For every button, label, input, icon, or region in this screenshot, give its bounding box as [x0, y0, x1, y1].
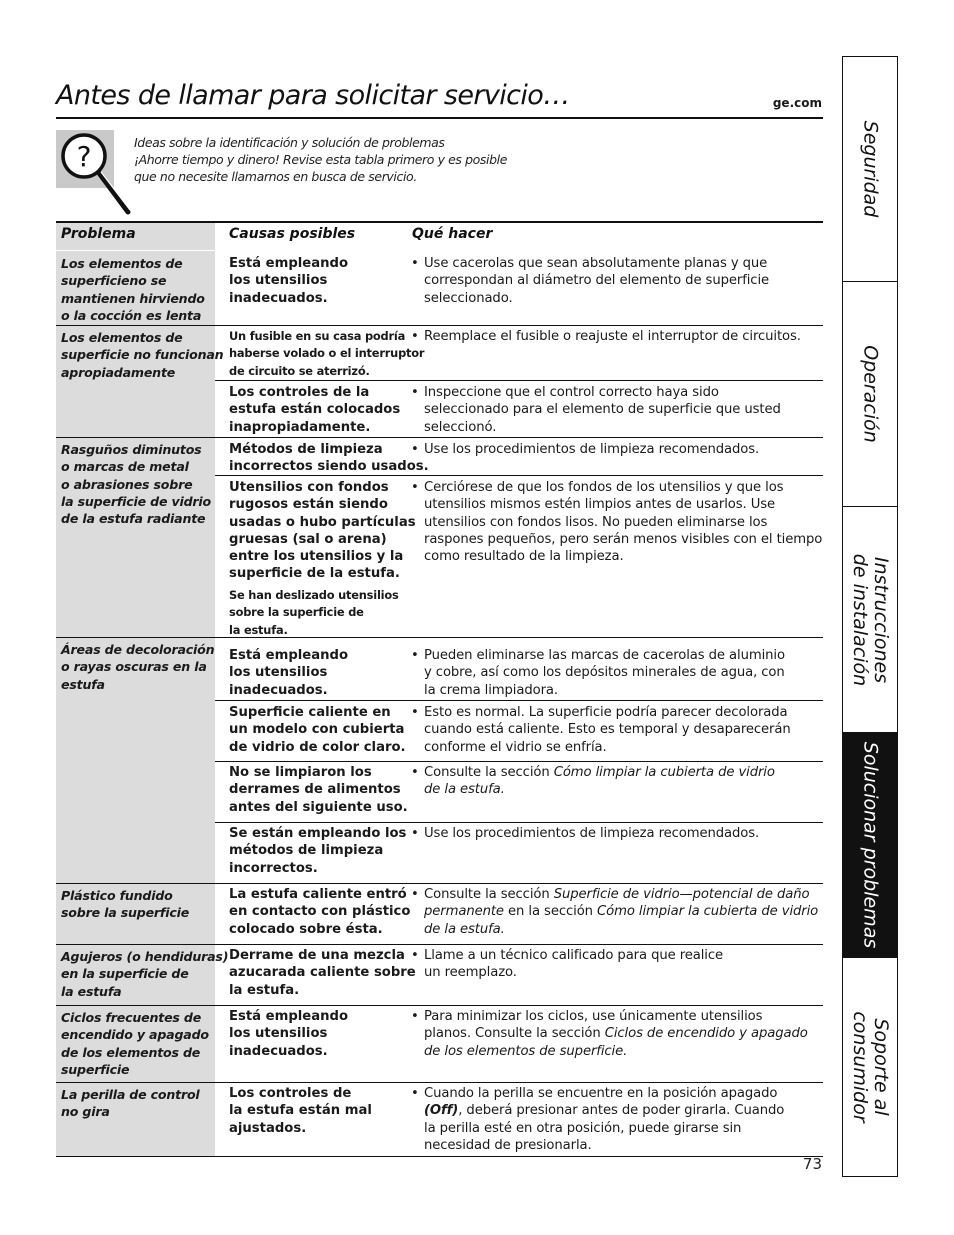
action-text — [411, 441, 821, 458]
bullet-icon: • — [411, 948, 419, 963]
svg-text:?: ? — [76, 140, 92, 173]
action-text — [411, 1008, 821, 1060]
text-line: la estufa. — [229, 622, 288, 637]
cause-cell — [229, 587, 411, 639]
bullet-icon: • — [411, 1009, 419, 1024]
cause-cell — [229, 947, 416, 999]
text-line: azucarada caliente sobre — [229, 965, 416, 981]
text-line: Cuando la perilla se encuentre en la posición apagado — [424, 1086, 778, 1101]
text-line: de los elementos de — [61, 1044, 201, 1060]
problem-cell — [61, 1086, 213, 1121]
text-line: o la cocción es lenta — [61, 307, 202, 323]
action-text — [411, 704, 821, 756]
problem-cell — [61, 887, 213, 922]
text-line: los utensilios — [229, 1026, 328, 1042]
action-cell — [411, 1085, 821, 1154]
cause-cell — [229, 384, 411, 436]
text-line: encendido y apagado — [61, 1027, 209, 1043]
tab-label: Solucionar problemas — [859, 741, 882, 949]
text-line: en la superficie de — [61, 966, 189, 982]
action-cell — [411, 441, 821, 458]
text-line: superficieno se — [61, 273, 167, 289]
text-line: incorrectos. — [229, 860, 318, 876]
text-line: necesidad de presionarla. — [424, 1137, 592, 1153]
text-line: usadas o hubo partículas — [229, 514, 416, 530]
problem-header: Problema — [61, 226, 136, 242]
text-line: de vidrio de color claro. — [229, 739, 406, 755]
text-line: de la estufa. — [424, 921, 505, 937]
sub-row-divider — [215, 761, 823, 762]
problem-cell — [61, 948, 229, 1000]
action-text — [411, 479, 821, 565]
action-text — [411, 328, 821, 345]
problem-cell — [61, 1009, 213, 1078]
text-line: Está empleando — [229, 648, 349, 663]
bullet-icon: • — [411, 442, 419, 457]
text-line: raspones pequeños, pero serán menos visibles con el tiempo — [424, 531, 823, 547]
text-line: seleccionado. — [424, 290, 513, 306]
tab-label-line: consumidor — [849, 1011, 871, 1123]
causes-header: Causas posibles — [229, 226, 356, 242]
tab-label: Operación — [859, 345, 882, 443]
text-line: Agujeros (o hendiduras) — [61, 949, 229, 964]
text-line: gruesas (sal o arena) — [229, 531, 387, 547]
sub-row-divider — [215, 822, 823, 823]
action-text — [411, 947, 821, 982]
tab-label — [849, 1011, 891, 1122]
website-label: ge.com — [772, 96, 822, 110]
tab-solucionar-problemas[interactable] — [843, 733, 897, 958]
text-line: no gira — [61, 1104, 110, 1120]
tab-seguridad[interactable] — [843, 57, 897, 282]
text-line: (Off), deberá presionar antes de poder girarla. Cuando — [424, 1103, 785, 1119]
tab-label-line: Soporte al — [870, 1018, 892, 1116]
tab-instrucciones-de-instalacion[interactable] — [843, 507, 897, 733]
text-line: Plástico fundido — [61, 888, 173, 903]
text-line: colocado sobre ésta. — [229, 921, 383, 937]
text-line: haberse volado o el interruptor — [229, 346, 425, 361]
tab-label: Seguridad — [859, 120, 882, 218]
text-line: incorrectos siendo usados. — [229, 459, 429, 475]
text-line: Cerciórese de que los fondos de los utensilios y que los — [424, 480, 784, 495]
text-line: Esto es normal. La superficie podría parecer decolorada — [424, 705, 788, 720]
text-line: derrames de alimentos — [229, 782, 401, 798]
action-text — [411, 1085, 821, 1154]
text-line: la estufa. — [229, 982, 300, 998]
cause-cell — [229, 1085, 411, 1137]
tab-label-line: Instrucciones — [870, 556, 892, 683]
action-text — [411, 647, 821, 699]
text-line: Pueden eliminarse las marcas de cacerolas de aluminio — [424, 648, 785, 663]
action-text — [411, 255, 821, 307]
row-divider — [56, 1156, 823, 1157]
action-text — [411, 384, 821, 436]
bullet-icon: • — [411, 705, 419, 720]
text-line: la crema limpiadora. — [424, 682, 558, 698]
text-line: o marcas de metal — [61, 459, 189, 475]
text-line: o abrasiones sobre — [61, 476, 193, 492]
text-line: de la estufa. — [424, 782, 505, 798]
bullet-icon: • — [411, 1086, 419, 1101]
text-line: conforme el vidrio se enfría. — [424, 739, 607, 755]
intro-text — [134, 134, 554, 185]
text-line: cuando está caliente. Esto es temporal y desaparecerán — [424, 722, 791, 738]
text-line: Use cacerolas que sean absolutamente planas y que — [424, 256, 768, 271]
problem-cell — [61, 255, 213, 324]
text-line: rugosos están siendo — [229, 497, 388, 513]
bullet-icon: • — [411, 765, 419, 780]
bullet-icon: • — [411, 826, 419, 841]
bullet-icon: • — [411, 480, 419, 495]
row-divider — [56, 1082, 823, 1083]
text-line: Los elementos de — [61, 330, 183, 345]
text-line: La estufa caliente entró — [229, 887, 407, 902]
text-line: Los controles de la — [229, 385, 370, 400]
text-line: Ciclos frecuentes de — [61, 1010, 202, 1025]
text-line: la estufa — [61, 983, 122, 999]
text-line: mantienen hirviendo — [61, 290, 205, 306]
tab-operacion[interactable] — [843, 282, 897, 507]
text-line: entre los utensilios y la — [229, 549, 404, 565]
cause-cell — [229, 328, 425, 380]
action-cell — [411, 825, 821, 842]
text-line: o rayas oscuras en la — [61, 659, 207, 675]
action-text — [411, 825, 821, 842]
text-line: Reemplace el fusible o reajuste el interruptor de circuitos. — [424, 329, 801, 344]
text-line: un modelo con cubierta — [229, 722, 405, 738]
action-header: Qué hacer — [412, 226, 493, 242]
text-line: seleccionado para el elemento de superficie que usted — [424, 402, 781, 418]
text-line: antes del siguiente uso. — [229, 799, 408, 815]
text-line: Se están empleando los — [229, 826, 407, 841]
text-line: Consulte la sección Superficie de vidrio—potencial de daño — [424, 887, 810, 902]
text-line: inapropiadamente. — [229, 419, 371, 435]
row-divider — [56, 944, 823, 945]
cause-cell — [229, 479, 416, 583]
cause-cell — [229, 825, 411, 877]
intro-line: que no necesite llamarnos en busca de servicio. — [134, 169, 417, 184]
tab-soporte-al-consumidor[interactable] — [843, 958, 897, 1176]
text-line: de los elementos de superficie. — [424, 1043, 628, 1059]
action-text — [411, 886, 821, 938]
text-line: inadecuados. — [229, 290, 328, 306]
problem-cell — [61, 329, 224, 381]
text-line: los utensilios — [229, 665, 328, 681]
text-line: La perilla de control — [61, 1087, 200, 1102]
sub-row-divider — [215, 380, 823, 381]
text-line: Derrame de una mezcla — [229, 948, 405, 963]
intro-line: Ideas sobre la identificación y solución de problemas — [134, 135, 445, 150]
text-line: la superficie de vidrio — [61, 493, 211, 509]
text-line: inadecuados. — [229, 682, 328, 698]
text-line: Inspeccione que el control correcto haya sido — [424, 385, 719, 400]
intro-line: ¡Ahorre tiempo y dinero! Revise esta tabla primero y es posible — [134, 152, 507, 167]
cause-cell — [229, 255, 411, 307]
action-cell — [411, 328, 821, 345]
problem-cell — [61, 441, 213, 527]
cause-cell — [229, 886, 411, 938]
text-line: ajustados. — [229, 1120, 307, 1136]
action-text — [411, 764, 821, 799]
action-cell — [411, 479, 821, 565]
text-line: seleccionó. — [424, 419, 497, 435]
cause-cell — [229, 764, 411, 816]
text-line: Está empleando — [229, 256, 349, 271]
text-line: estufa están colocados — [229, 402, 401, 418]
text-line: sobre la superficie — [61, 905, 190, 921]
text-line: inadecuados. — [229, 1043, 328, 1059]
text-line: utensilios con fondos lisos. No pueden eliminarse los — [424, 514, 768, 530]
problem-cell — [61, 641, 213, 693]
cause-cell — [229, 647, 411, 699]
text-line: Está empleando — [229, 1009, 349, 1024]
action-cell — [411, 886, 821, 938]
row-divider — [56, 325, 823, 326]
text-line: como resultado de la limpieza. — [424, 549, 624, 565]
section-sidebar — [842, 56, 898, 1177]
text-line: Use los procedimientos de limpieza recomendados. — [424, 442, 760, 457]
text-line: sobre la superficie de — [229, 605, 364, 620]
text-line: apropiadamente — [61, 364, 176, 380]
text-line: Utensilios con fondos — [229, 480, 389, 495]
action-cell — [411, 704, 821, 756]
text-line: superficie de la estufa. — [229, 566, 400, 582]
text-line: Se han deslizado utensilios — [229, 588, 399, 602]
text-line: No se limpiaron los — [229, 765, 372, 780]
text-line: Áreas de decoloración — [61, 642, 215, 657]
text-line: permanente en la sección Cómo limpiar la cubierta de vidrio — [424, 904, 819, 920]
bullet-icon: • — [411, 648, 419, 663]
text-line: en contacto con plástico — [229, 904, 411, 920]
page-title: Antes de llamar para solicitar servicio… — [56, 80, 570, 111]
sub-row-divider — [215, 700, 823, 701]
action-cell — [411, 947, 821, 982]
row-divider — [56, 437, 823, 438]
text-line: Los controles de — [229, 1086, 352, 1101]
text-line: la perilla esté en otra posición, puede girarse sin — [424, 1120, 742, 1136]
text-line: utensilios mismos estén limpios antes de usarlos. Use — [424, 497, 776, 513]
text-line: la estufa están mal — [229, 1103, 372, 1119]
bullet-icon: • — [411, 385, 419, 400]
question-magnifier-icon — [56, 130, 136, 216]
row-divider — [56, 637, 823, 638]
text-line: métodos de limpieza — [229, 843, 384, 859]
text-line: superficie — [61, 1061, 130, 1077]
cause-cell — [229, 1008, 411, 1060]
text-line: Métodos de limpieza — [229, 442, 383, 457]
text-line: Para minimizar los ciclos, use únicamente utensilios — [424, 1009, 763, 1024]
tab-label-line: de instalación — [849, 553, 871, 686]
cause-cell — [229, 441, 429, 476]
text-line: de la estufa radiante — [61, 511, 206, 527]
bullet-icon: • — [411, 256, 419, 271]
text-line: de circuito se aterrizó. — [229, 363, 370, 378]
text-line: y cobre, así como los depósitos minerales de agua, con — [424, 665, 785, 681]
text-line: Consulte la sección Cómo limpiar la cubierta de vidrio — [424, 765, 775, 780]
text-line: superficie no funcionan — [61, 347, 224, 363]
bullet-icon: • — [411, 887, 419, 902]
text-line: Llame a un técnico calificado para que realice — [424, 948, 724, 963]
text-line: Los elementos de — [61, 256, 183, 271]
text-line: correspondan al diámetro del elemento de superficie — [424, 273, 770, 289]
cause-cell — [229, 704, 411, 756]
action-cell — [411, 647, 821, 699]
text-line: Rasguños diminutos — [61, 442, 202, 457]
action-cell — [411, 384, 821, 436]
row-divider — [56, 1005, 823, 1006]
page-number: 73 — [802, 1155, 822, 1173]
text-line: Superficie caliente en — [229, 705, 391, 720]
text-line: estufa — [61, 676, 105, 692]
text-line: planos. Consulte la sección Ciclos de encendido y apagado — [424, 1026, 808, 1042]
action-cell — [411, 255, 821, 307]
row-divider — [56, 883, 823, 884]
title-rule — [56, 117, 823, 119]
text-line: Un fusible en su casa podría — [229, 329, 406, 343]
action-cell — [411, 764, 821, 799]
text-line: los utensilios — [229, 273, 328, 289]
text-line: un reemplazo. — [424, 965, 517, 981]
text-line: Use los procedimientos de limpieza recomendados. — [424, 826, 760, 841]
tab-label — [849, 553, 891, 685]
action-cell — [411, 1008, 821, 1060]
bullet-icon: • — [411, 329, 419, 344]
